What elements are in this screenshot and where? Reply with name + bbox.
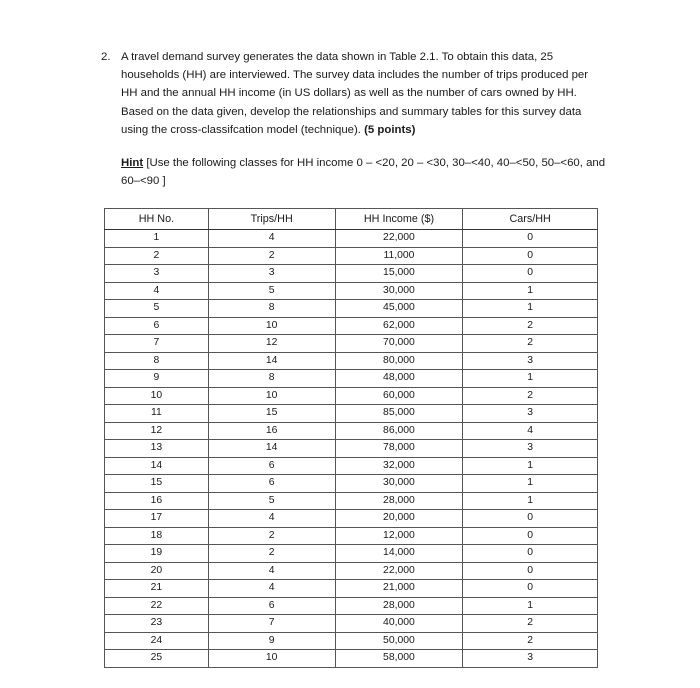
table-row xyxy=(105,597,598,615)
cell-income: 22,000 xyxy=(335,562,463,580)
cell-hh-no: 24 xyxy=(105,632,209,650)
cell-trips: 15 xyxy=(208,405,335,423)
table-row xyxy=(105,282,598,300)
cell-income: 30,000 xyxy=(335,475,463,493)
cell-income: 85,000 xyxy=(335,405,463,423)
cell-income: 48,000 xyxy=(335,370,463,388)
table-row xyxy=(105,247,598,265)
cell-hh-no: 18 xyxy=(105,527,209,545)
hint-text: [Use the following classes for HH income 0 – <20, 20 – <30, 30–<40, 40–<50, 50–<60, and 60–<90 ] xyxy=(121,157,606,188)
cell-trips: 12 xyxy=(208,335,335,353)
cell-trips: 8 xyxy=(208,300,335,318)
cell-cars: 1 xyxy=(463,300,598,318)
cell-hh-no: 12 xyxy=(105,422,209,440)
cell-income: 21,000 xyxy=(335,580,463,598)
table-row xyxy=(105,352,598,370)
table-row xyxy=(105,405,598,423)
cell-income: 40,000 xyxy=(335,615,463,633)
cell-cars: 1 xyxy=(463,370,598,388)
cell-cars: 2 xyxy=(463,387,598,405)
cell-hh-no: 7 xyxy=(105,335,209,353)
table-row xyxy=(105,265,598,283)
hint-label: Hint xyxy=(121,157,144,169)
cell-hh-no: 5 xyxy=(105,300,209,318)
cell-cars: 1 xyxy=(463,475,598,493)
table-row xyxy=(105,475,598,493)
cell-cars: 2 xyxy=(463,632,598,650)
cell-trips: 2 xyxy=(208,545,335,563)
cell-cars: 0 xyxy=(463,510,598,528)
cell-trips: 10 xyxy=(208,387,335,405)
table-row xyxy=(105,527,598,545)
cell-cars: 4 xyxy=(463,422,598,440)
cell-trips: 5 xyxy=(208,492,335,510)
cell-income: 78,000 xyxy=(335,440,463,458)
cell-trips: 6 xyxy=(208,597,335,615)
cell-income: 50,000 xyxy=(335,632,463,650)
cell-cars: 2 xyxy=(463,335,598,353)
cell-trips: 7 xyxy=(208,615,335,633)
cell-hh-no: 3 xyxy=(105,265,209,283)
question-number: 2. xyxy=(101,51,111,63)
cell-cars: 0 xyxy=(463,545,598,563)
cell-income: 11,000 xyxy=(335,247,463,265)
table-row xyxy=(105,230,598,248)
cell-hh-no: 23 xyxy=(105,615,209,633)
cell-cars: 0 xyxy=(463,230,598,248)
table-row xyxy=(105,370,598,388)
cell-hh-no: 2 xyxy=(105,247,209,265)
cell-trips: 8 xyxy=(208,370,335,388)
table-row xyxy=(105,387,598,405)
cell-income: 12,000 xyxy=(335,527,463,545)
cell-hh-no: 22 xyxy=(105,597,209,615)
cell-cars: 1 xyxy=(463,597,598,615)
hint-block xyxy=(121,154,606,190)
cell-cars: 3 xyxy=(463,352,598,370)
cell-hh-no: 9 xyxy=(105,370,209,388)
cell-cars: 0 xyxy=(463,527,598,545)
cell-cars: 0 xyxy=(463,247,598,265)
cell-hh-no: 19 xyxy=(105,545,209,563)
cell-income: 60,000 xyxy=(335,387,463,405)
cell-trips: 14 xyxy=(208,440,335,458)
cell-trips: 6 xyxy=(208,457,335,475)
cell-hh-no: 1 xyxy=(105,230,209,248)
cell-cars: 2 xyxy=(463,317,598,335)
header-hh-no: HH No. xyxy=(105,209,209,230)
cell-trips: 10 xyxy=(208,650,335,668)
cell-hh-no: 17 xyxy=(105,510,209,528)
question-points: (5 points) xyxy=(364,123,416,136)
cell-income: 62,000 xyxy=(335,317,463,335)
cell-income: 20,000 xyxy=(335,510,463,528)
cell-trips: 6 xyxy=(208,475,335,493)
cell-trips: 2 xyxy=(208,527,335,545)
cell-trips: 3 xyxy=(208,265,335,283)
table-row xyxy=(105,580,598,598)
cell-trips: 2 xyxy=(208,247,335,265)
cell-hh-no: 14 xyxy=(105,457,209,475)
table-row xyxy=(105,650,598,668)
cell-income: 58,000 xyxy=(335,650,463,668)
cell-cars: 1 xyxy=(463,457,598,475)
cell-cars: 1 xyxy=(463,282,598,300)
cell-income: 28,000 xyxy=(335,492,463,510)
cell-hh-no: 8 xyxy=(105,352,209,370)
cell-hh-no: 20 xyxy=(105,562,209,580)
table-row xyxy=(105,510,598,528)
cell-income: 14,000 xyxy=(335,545,463,563)
table-row xyxy=(105,317,598,335)
cell-income: 22,000 xyxy=(335,230,463,248)
question-block xyxy=(103,48,603,139)
survey-data-table xyxy=(104,208,598,668)
cell-cars: 0 xyxy=(463,580,598,598)
table-row xyxy=(105,300,598,318)
header-cars: Cars/HH xyxy=(463,209,598,230)
cell-trips: 4 xyxy=(208,562,335,580)
table-row xyxy=(105,457,598,475)
cell-cars: 3 xyxy=(463,650,598,668)
cell-trips: 14 xyxy=(208,352,335,370)
cell-hh-no: 16 xyxy=(105,492,209,510)
cell-hh-no: 4 xyxy=(105,282,209,300)
table-header-row xyxy=(105,209,598,230)
question-text xyxy=(121,48,603,139)
cell-trips: 9 xyxy=(208,632,335,650)
cell-cars: 0 xyxy=(463,562,598,580)
cell-cars: 1 xyxy=(463,492,598,510)
cell-trips: 16 xyxy=(208,422,335,440)
cell-trips: 4 xyxy=(208,510,335,528)
table-row xyxy=(105,632,598,650)
cell-hh-no: 10 xyxy=(105,387,209,405)
table-row xyxy=(105,440,598,458)
cell-hh-no: 25 xyxy=(105,650,209,668)
cell-hh-no: 13 xyxy=(105,440,209,458)
cell-hh-no: 11 xyxy=(105,405,209,423)
cell-trips: 5 xyxy=(208,282,335,300)
cell-cars: 0 xyxy=(463,265,598,283)
cell-income: 30,000 xyxy=(335,282,463,300)
cell-hh-no: 6 xyxy=(105,317,209,335)
header-trips: Trips/HH xyxy=(208,209,335,230)
table-row xyxy=(105,615,598,633)
cell-income: 80,000 xyxy=(335,352,463,370)
cell-hh-no: 15 xyxy=(105,475,209,493)
cell-cars: 2 xyxy=(463,615,598,633)
table-row xyxy=(105,492,598,510)
table-row xyxy=(105,562,598,580)
cell-trips: 4 xyxy=(208,230,335,248)
cell-income: 45,000 xyxy=(335,300,463,318)
cell-hh-no: 21 xyxy=(105,580,209,598)
cell-income: 86,000 xyxy=(335,422,463,440)
cell-income: 70,000 xyxy=(335,335,463,353)
header-income: HH Income ($) xyxy=(335,209,463,230)
cell-cars: 3 xyxy=(463,405,598,423)
cell-cars: 3 xyxy=(463,440,598,458)
question-body: A travel demand survey generates the data shown in Table 2.1. To obtain this data, 25 households (HH) are interviewed. The survey data includes the number of trips produced per HH and the annual HH income (in US dollars) as well as the number of cars owned by HH. Based on the data given, develop the relationships and summary tables for this survey data using the cross-classifcation model (technique). xyxy=(121,51,589,136)
cell-trips: 4 xyxy=(208,580,335,598)
table-row xyxy=(105,422,598,440)
cell-trips: 10 xyxy=(208,317,335,335)
cell-income: 28,000 xyxy=(335,597,463,615)
cell-income: 32,000 xyxy=(335,457,463,475)
table-row xyxy=(105,545,598,563)
table-row xyxy=(105,335,598,353)
cell-income: 15,000 xyxy=(335,265,463,283)
